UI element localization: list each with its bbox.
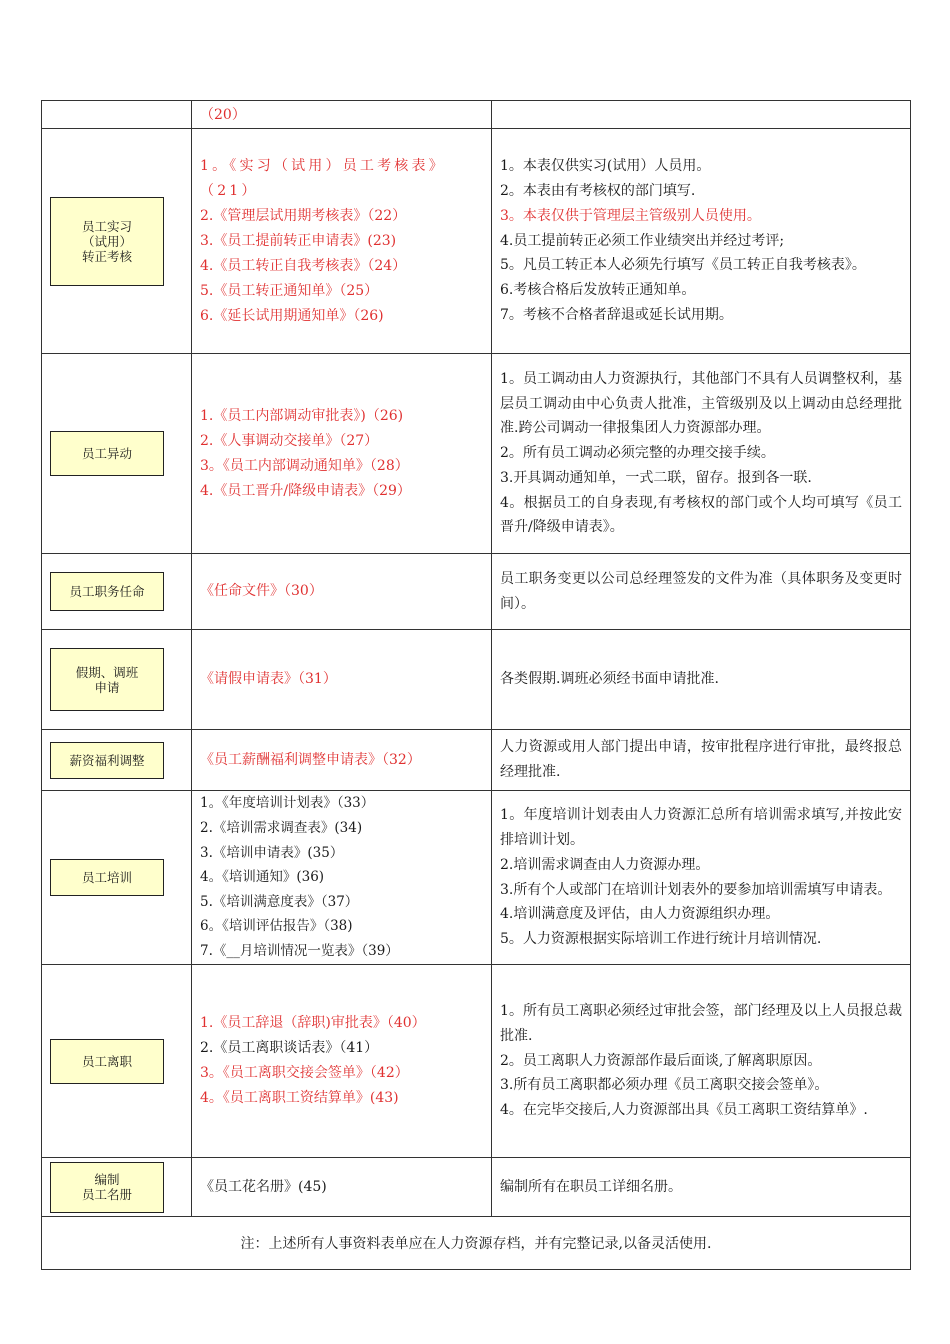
forms-cell [192,730,492,791]
note-item: 2。本表由有考核权的部门填写. [500,183,696,199]
form-item: 1.《员工内部调动审批表》)（26) [200,407,404,424]
forms-cell [192,791,492,965]
form-item: 4.《员工转正自我考核表》（24） [200,257,407,274]
forms-cell [192,630,492,730]
form-item: 《请假申请表》（31） [200,671,337,687]
form-item: 3。《员工内部调动通知单》（28） [200,457,409,474]
forms-cell [192,1158,492,1217]
table-row [42,101,911,129]
note-item: 1。年度培训计划表由人力资源汇总所有培训需求填写,并按此安排培训计划。 [500,807,902,848]
category-cell [42,1158,192,1217]
note-item: 5。凡员工转正本人必须先行填写《员工转正自我考核表》。 [500,257,866,274]
forms-cell [192,101,492,129]
category-cell [42,101,192,129]
note-item: 5。人力资源根据实际培训工作进行统计月培训情况. [500,931,822,948]
form-item: 6。《培训评估报告》（38) [200,918,353,935]
forms-cell [192,965,492,1158]
note-item: 4。根据员工的自身表现,有考核权的部门或个人均可填写《员工晋升/降级申请表》。 [500,494,902,536]
notes-cell [492,354,911,554]
category-label: 员工培训 [50,859,164,896]
category-label: 编制 员工名册 [50,1162,164,1213]
form-item: 2.《培训需求调查表》(34) [200,820,363,837]
note-item: 3.开具调动通知单，一式二联，留存。报到各一联. [500,469,812,486]
note-item: 2。员工离职人力资源部作最后面谈,了解离职原因。 [500,1052,822,1069]
form-item: 2.《员工离职谈话表》（41） [200,1040,379,1056]
notes-cell [492,630,911,730]
category-cell [42,129,192,354]
category-label: 员工异动 [50,431,164,476]
notes-cell [492,129,911,354]
note-item: 2。所有员工调动必须完整的办理交接手续。 [500,445,775,462]
category-label: 员工职务任命 [50,572,164,611]
form-item: 5.《员工转正通知单》（25） [200,282,379,299]
form-item: 《员工薪酬福利调整申请表》（32） [200,751,421,768]
form-item: 1。《年度培训计划表》（33） [200,795,375,812]
notes-cell [492,965,911,1158]
note-item: 员工职务变更以公司总经理签发的文件为准（具体职务及变更时间）。 [500,570,902,612]
note-item: 人力资源或用人部门提出申请，按审批程序进行审批，最终报总经理批准. [500,739,902,780]
notes-cell [492,791,911,965]
category-cell [42,791,192,965]
form-item: 《员工花名册》(45) [200,1178,327,1195]
form-item: 6.《延长试用期通知单》（26) [200,307,384,324]
notes-cell [492,554,911,630]
category-cell [42,630,192,730]
form-item: 2.《人事调动交接单》（27） [200,432,379,449]
table-row [42,354,911,554]
form-item: 7.《__月培训情况一览表》（39） [200,942,399,959]
form-item: 4.《员工晋升/降级申请表》（29） [200,482,411,499]
category-cell [42,730,192,791]
table-row [42,630,911,730]
footnote: 注：上述所有人事资料表单应在人力资源存档，并有完整记录,以备灵活使用. [42,1217,911,1270]
note-item: 1。所有员工离职必须经过审批会签，部门经理及以上人员报总裁批准. [500,1003,902,1044]
category-cell [42,965,192,1158]
note-item: 1。本表仅供实习(试用）人员用。 [500,158,711,175]
table-row [42,965,911,1158]
note-item: 4.员工提前转正必须工作业绩突出并经过考评; [500,232,785,249]
notes-cell [492,101,911,129]
note-item: 3.所有员工离职都必须办理《员工离职交接会签单》。 [500,1077,829,1094]
forms-cell [192,554,492,630]
form-item: 3。《员工离职交接会签单》（42） [200,1065,409,1081]
form-item: 3.《员工提前转正申请表》(23) [200,232,397,249]
forms-cell [192,129,492,354]
category-cell [42,554,192,630]
note-item: 4.培训满意度及评估，由人力资源组织办理。 [500,906,780,923]
note-item: 1。员工调动由人力资源执行，其他部门不具有人员调整权利，基层员工调动由中心负责人批准，主管级别及以上调动由总经理批准.跨公司调动一律报集团人力资源部办理。 [500,370,902,437]
notes-cell [492,730,911,791]
form-item: 2.《管理层试用期考核表》（22） [200,207,407,224]
form-item: 1。《实习（试用）员工考核表》（21） [200,157,446,199]
table-row [42,129,911,354]
table-row [42,730,911,791]
form-item: 4。《员工离职工资结算单》(43) [200,1090,399,1106]
form-item: 《任命文件》（30） [200,583,323,599]
category-label: 假期、调班 申请 [50,648,164,711]
table-row [42,791,911,965]
form-item: 3.《培训申请表》(35） [200,844,344,861]
form-item: （20） [200,106,246,123]
category-label: 员工实习 （试用） 转正考核 [50,197,164,286]
hr-forms-table [41,100,911,1270]
note-item: 2.培训需求调查由人力资源办理。 [500,856,710,873]
note-item: 编制所有在职员工详细名册。 [500,1178,682,1195]
note-item: 7。考核不合格者辞退或延长试用期。 [500,306,733,323]
category-label: 员工离职 [50,1039,164,1084]
table-row [42,1158,911,1217]
form-item: 1.《员工辞退（辞职)审批表》（40） [200,1015,426,1031]
note-item: 6.考核合格后发放转正通知单。 [500,282,696,299]
notes-cell [492,1158,911,1217]
form-item: 5.《培训满意度表》（37） [200,893,359,910]
category-label: 薪资福利调整 [50,742,164,779]
form-item: 4。《培训通知》(36) [200,869,325,886]
note-item: 3。本表仅供于管理层主管级别人员使用。 [500,207,761,224]
note-item: 3.所有个人或部门在培训计划表外的要参加培训需填写申请表。 [500,881,892,898]
table-row [42,1217,911,1270]
note-item: 4。在完毕交接后,人力资源部出具《员工离职工资结算单》. [500,1102,868,1119]
forms-cell [192,354,492,554]
category-cell [42,354,192,554]
table-row [42,554,911,630]
note-item: 各类假期.调班必须经书面申请批准. [500,671,719,688]
